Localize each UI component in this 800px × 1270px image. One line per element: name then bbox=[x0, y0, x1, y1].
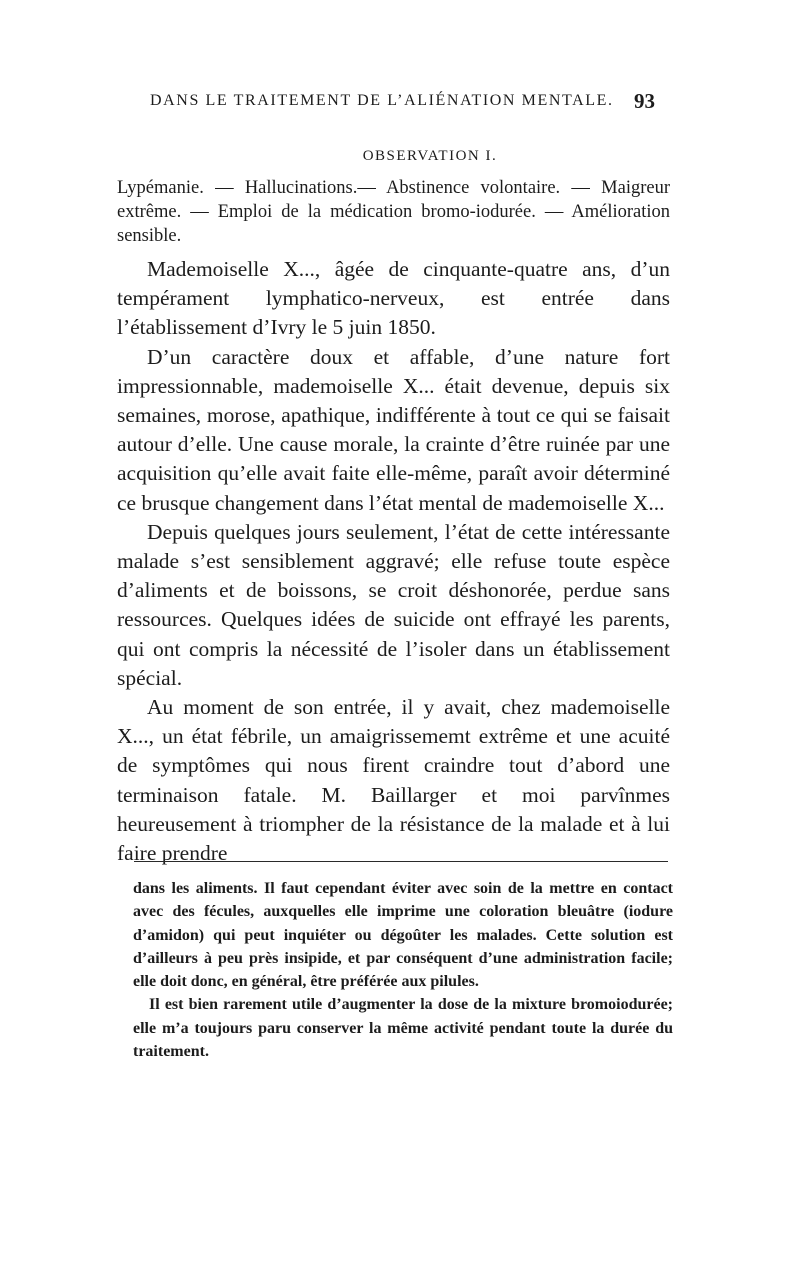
body-paragraph: Depuis quelques jours seulement, l’état de cette intéressante malade s’est sensiblement aggravé; elle refuse toute espèce d’aliments et de boissons, se croit déshonorée, perdue sans ressources. Quelques idées de suicide ont effrayé les parents, qui ont compris la nécessité de l’isoler dans un établissement spécial. bbox=[117, 519, 670, 690]
body-paragraph: D’un caractère doux et affable, d’une nature fort impressionnable, mademoiselle X... était devenue, depuis six semaines, morose, apathique, indifférente à tout ce qui se faisait autour d’elle. Une cause morale, la crainte d’être ruinée par une acquisition qu’elle avait faite elle-même, paraît avoir déterminé ce brusque changement dans l’état mental de mademoiselle X... bbox=[117, 344, 670, 515]
observation-summary: Lypémanie. — Hallucinations.— Abstinence volontaire. — Maigreur extrême. — Emploi de la médication bromo-iodurée. — Amélioration sensible. bbox=[117, 178, 670, 246]
body-paragraph: Mademoiselle X..., âgée de cinquante-quatre ans, d’un tempérament lymphatico-nerveux, est entrée dans l’établissement d’Ivry le 5 juin 1850. bbox=[117, 257, 670, 340]
running-title: DANS LE TRAITEMENT DE L’ALIÉNATION MENTALE. bbox=[150, 92, 614, 109]
body-paragraph: Au moment de son entrée, il y avait, chez mademoiselle X..., un état fébrile, un amaigrissememt extrême et une acuité de symptômes qui nous firent craindre tout d’abord une terminaison fatale. M. Baillarger et moi parvînmes heureusement à triompher de la résistance de la malade et à lui faire prendre bbox=[117, 695, 670, 866]
footnotes bbox=[133, 877, 673, 1063]
body-text bbox=[117, 255, 670, 868]
footnote-rule bbox=[134, 861, 668, 862]
footnote-paragraph: Il est bien rarement utile d’augmenter la dose de la mixture bromoiodurée; elle m’a toujours paru conserver la même activité pendant toute la durée du traitement. bbox=[133, 996, 673, 1061]
observation-heading: OBSERVATION I. bbox=[362, 148, 498, 164]
running-head bbox=[150, 89, 655, 122]
footnote-paragraph: dans les aliments. Il faut cependant éviter avec soin de la mettre en contact avec des fécules, auxquelles elle imprime une coloration bleuâtre (iodure d’amidon) qui peut inquiéter ou dégoûter les malades. Cette solution est d’ailleurs à peu près insipide, et par conséquent d’une administration facile; elle doit donc, en général, être préférée aux pilules. bbox=[133, 880, 673, 991]
page-number: 93 bbox=[634, 89, 655, 113]
